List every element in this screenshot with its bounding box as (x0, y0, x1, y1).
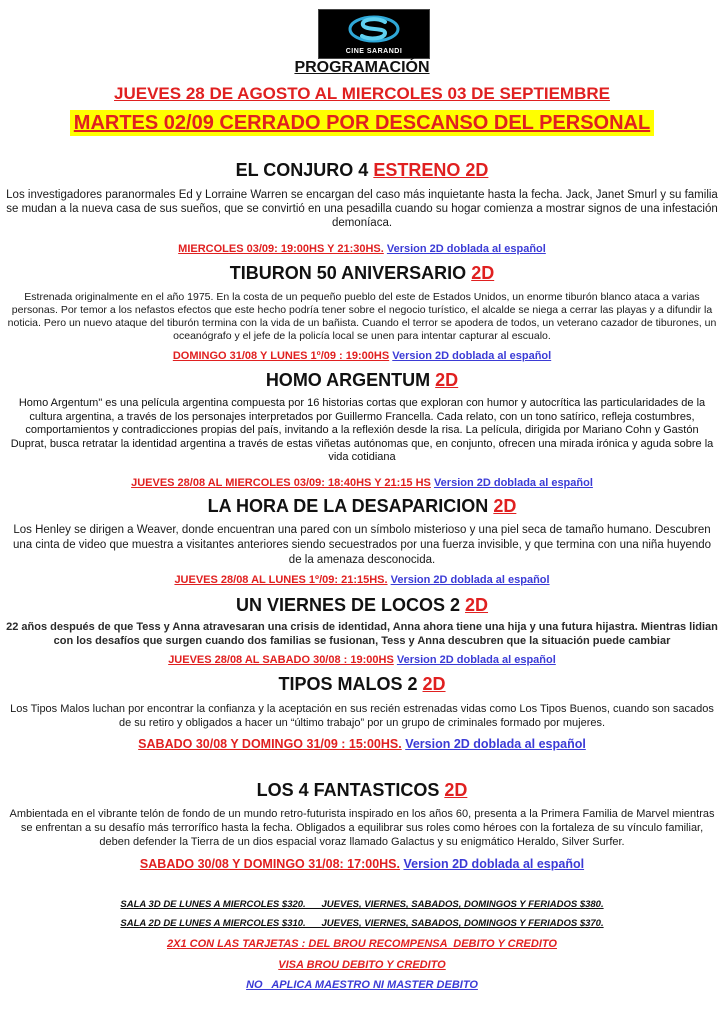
version-label: Version 2D doblada al español (405, 737, 586, 751)
movie-name: LOS 4 FANTASTICOS (256, 780, 440, 800)
movie-synopsis: Los investigadores paranormales Ed y Lorraine Warren se encargan del caso más inquietante hasta la fecha. Jack, Janet Smurl y su familia se mudan a la nueva casa de sus sueños, que se convirtió en una pesadilla cuando su hogar comienza a mostrar signos de una infestación demoníaca. (6, 189, 718, 229)
movie-title (0, 496, 724, 517)
movie-synopsis: Ambientada en el vibrante telón de fondo de un mundo retro-futurista inspirado en los años 60, presenta a la Primera Familia de Marvel mientras se enfrentan a su desafío más terrorífico hasta la fecha. Obligados a equilibrar sus roles como héroes con la fortaleza de su vínculo familiar, deben defender la Tierra de un dios espacial voraz llamado Galactus y su enigmático Heraldo, Silver Surfer. (9, 808, 715, 848)
movie-synopsis: Los Tipos Malos luchan por encontrar la confianza y la aceptación en sus recién estrenadas vidas como Los Tipos Buenos, cuando son sacados de su retiro y obligados a hacer un “último trabajo” por un grupo de criminales formado por mujeres. (10, 703, 714, 729)
showtimes: JUEVES 28/08 AL LUNES 1º/09: 21:15HS. (174, 574, 388, 586)
price-3d: SALA 3D DE LUNES A MIERCOLES $320. JUEVES, VIERNES, SABADOS, DOMINGOS Y FERIADOS $380. (120, 899, 604, 910)
movie-schedule (0, 350, 724, 362)
movie-schedule (0, 574, 724, 586)
movie-title (0, 780, 724, 801)
version-label: Version 2D doblada al español (403, 857, 585, 871)
movie-format: 2D (444, 780, 468, 800)
movie-title (0, 263, 724, 284)
movie-schedule (0, 654, 724, 666)
movie-name: UN VIERNES DE LOCOS 2 (235, 595, 460, 615)
movie-format: 2D (471, 263, 495, 283)
movie-synopsis: Los Henley se dirigen a Weaver, donde encuentran una pared con un símbolo misterioso y una piel seca de tamaño humano. Descubren una cinta de video que muestra a visitantes anteriores siendo secuestrados por una fuerza invisible, y que termina con una niña huyendo de la amenaza desconocida. (12, 524, 712, 566)
showtimes: SABADO 30/08 Y DOMINGO 31/09 : 15:00HS. (138, 737, 402, 751)
movie-format: 2D (493, 496, 517, 516)
movie-format: ESTRENO 2D (373, 160, 489, 180)
promo-exclusions: NO APLICA MAESTRO NI MASTER DEBITO (246, 979, 478, 991)
movie-name: EL CONJURO 4 (235, 160, 369, 180)
movie-name: HOMO ARGENTUM (265, 370, 431, 390)
promo-2x1: 2X1 CON LAS TARJETAS : DEL BROU RECOMPENSA DEBITO Y CREDITO (167, 938, 557, 950)
movie-name: LA HORA DE LA DESAPARICION (207, 496, 489, 516)
movie-synopsis: Homo Argentum" es una película argentina compuesta por 16 historias cortas que exploran con humor y autocrítica las particularidades de la cultura argentina, a través de los personajes interpretados por Guillermo Francella. Cada relato, con un tono satírico, refleja costumbres, comportamientos y contradicciones propias del país, invitando a la reflexión desde la risa. La película, dirigida por Mariano Cohn y Gastón Duprat, busca retratar la identidad argentina a través de estas viñetas autónomas que, en conjunto, ofrecen una mirada irónica y aguda sobre la vida cotidiana (10, 397, 714, 463)
movie-schedule (0, 243, 724, 255)
logo-text: CINE SARANDI (345, 48, 403, 55)
movie-title (0, 674, 724, 695)
movie-title (0, 160, 724, 181)
movie-schedule (0, 477, 724, 489)
cine-sarandi-logo (318, 9, 430, 59)
movie-schedule (0, 737, 724, 751)
showtimes: DOMINGO 31/08 Y LUNES 1º/09 : 19:00HS (172, 350, 390, 362)
movie-synopsis: Estrenada originalmente en el año 1975. En la costa de un pequeño pueblo del este de Estados Unidos, un enorme tiburón blanco ataca a varias personas. Por temor a los nefastos efectos que este hecho podría tener sobre el negocio turístico, el alcalde se niega a cerrar las playas y a difundir la noticia. Pero un nuevo ataque del tiburón termina con la vida de un bañista. Cuando el terror se apodera de todos, un veterano cazador de tiburones, un oceanógrafo y el jefe de la policía local se unen para intentar capturar al escualo. (7, 291, 717, 342)
promo-visa: VISA BROU DEBITO Y CREDITO (278, 959, 446, 971)
closed-notice: MARTES 02/09 CERRADO POR DESCANSO DEL PERSONAL (70, 110, 654, 136)
movie-synopsis: 22 años después de que Tess y Anna atravesaran una crisis de identidad, Anna ahora tiene una hija y una futura hijastra. Mientras lidian con los desafíos que surgen cuando dos familias se fusionan, Tess y Anna descubren que la situación puede cambiar (6, 621, 718, 647)
version-label: Version 2D doblada al español (386, 243, 546, 255)
version-label: Version 2D doblada al español (433, 477, 593, 489)
version-label: Version 2D doblada al español (392, 350, 552, 362)
date-range: JUEVES 28 DE AGOSTO AL MIERCOLES 03 DE SEPTIEMBRE (114, 84, 610, 103)
showtimes: JUEVES 28/08 AL MIERCOLES 03/09: 18:40HS Y 21:15 HS (131, 477, 431, 489)
showtimes: MIERCOLES 03/09: 19:00HS Y 21:30HS. (178, 243, 384, 255)
movie-name: TIPOS MALOS 2 (278, 674, 418, 694)
movie-format: 2D (435, 370, 459, 390)
version-label: Version 2D doblada al español (390, 574, 550, 586)
movie-format: 2D (422, 674, 446, 694)
showtimes: JUEVES 28/08 AL SABADO 30/08 : 19:00HS (168, 654, 394, 666)
closed-notice-wrap (0, 110, 724, 136)
movie-title (0, 595, 724, 616)
version-label: Version 2D doblada al español (396, 654, 556, 666)
movie-title (0, 370, 724, 391)
movie-name: TIBURON 50 ANIVERSARIO (229, 263, 467, 283)
movie-format: 2D (465, 595, 489, 615)
price-2d: SALA 2D DE LUNES A MIERCOLES $310. JUEVES, VIERNES, SABADOS, DOMINGOS Y FERIADOS $370. (120, 918, 604, 929)
movie-schedule (0, 857, 724, 871)
showtimes: SABADO 30/08 Y DOMINGO 31/08: 17:00HS. (139, 857, 400, 871)
page-title: PROGRAMACIÓN (294, 59, 430, 76)
